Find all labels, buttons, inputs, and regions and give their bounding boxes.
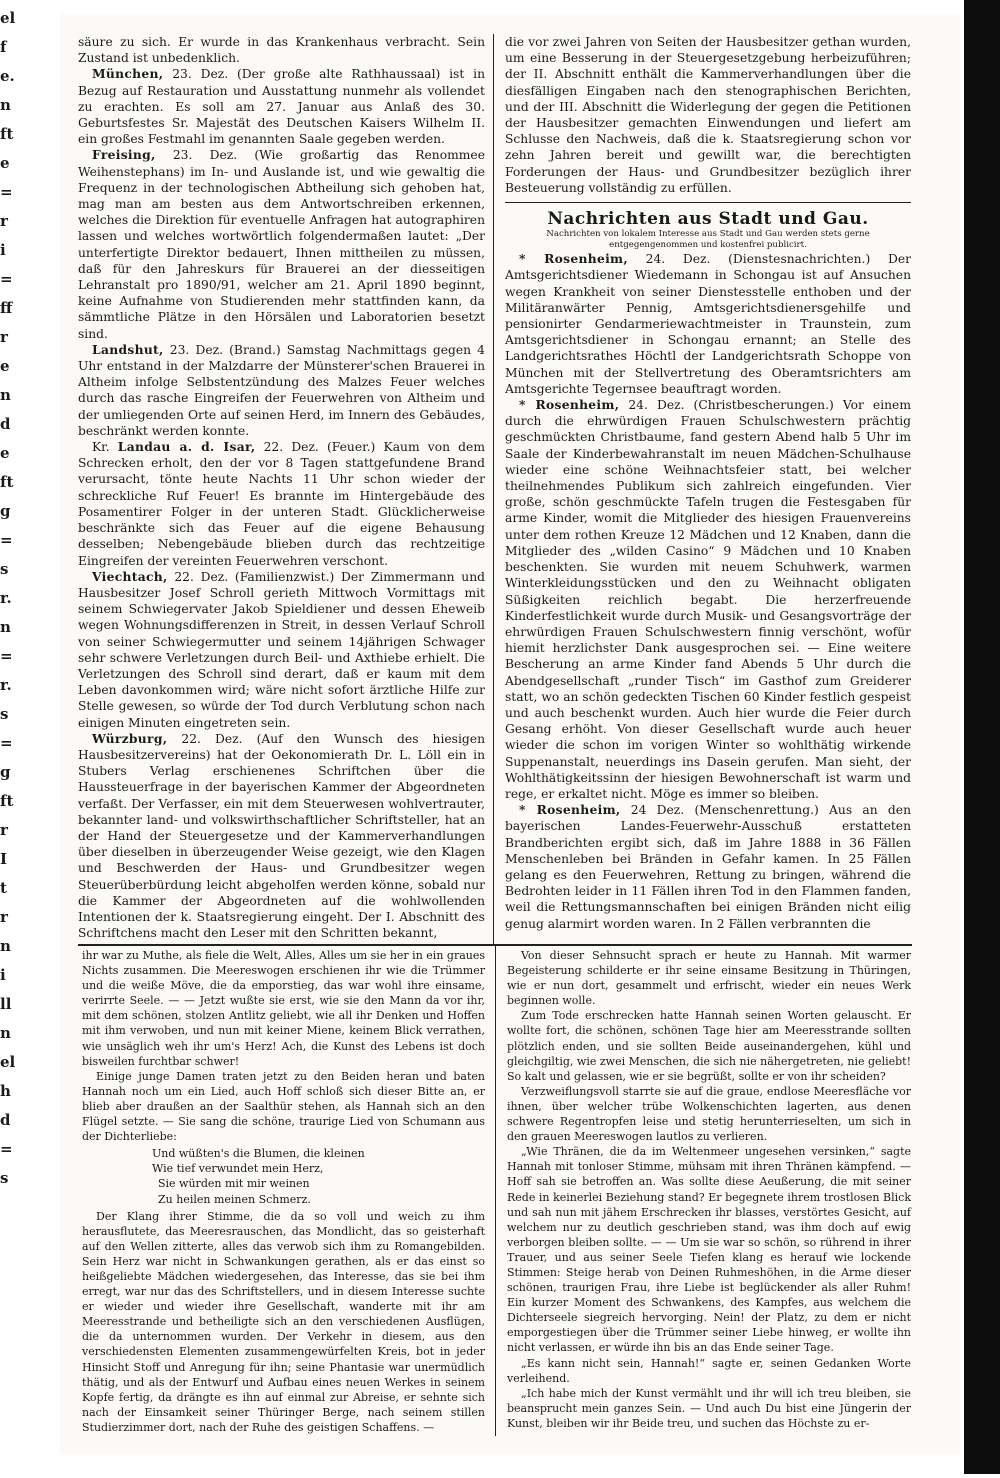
gutter-fragment: n <box>0 386 11 404</box>
feuilleton-left <box>82 948 485 1435</box>
gutter-fragment: n <box>0 618 11 636</box>
gutter-fragment: n <box>0 1024 11 1042</box>
gutter-fragment: g <box>0 763 11 781</box>
gutter-fragment: f <box>0 38 7 56</box>
article-landshut-text: 23. Dez. (Brand.) Samstag Nachmittags gegen 4 Uhr entstand in der Malzdarre der Münsterer'schen Brauerei in Altheim infolge Selbstentzündung des Malzes Feuer welches durch das rasche Eingreifen der Feuerwehren von Altheim und der umliegenden Orte auf seinen Herd, im Innern des Gebäudes, beschränkt werden konnte. <box>78 342 485 438</box>
article-rosenheim-2-text: 24. Dez. (Christbescherungen.) Vor einem durch die ehrwürdigen Frauen Schulschwestern prächtig geschmückten Christbaume, fand gestern Abend halb 5 Uhr im Saale der Kinderbewahranstalt im neuen Mädchen-Schulhause wieder eine schöne Weihnachtsfeier statt, bei welcher theilnehmendes Publikum sich zahlreich eingefunden. Vier große, schön geschmückte Tafeln trugen die Festesgaben für arme Kinder, womit die Mitglieder des hiesigen Frauenvereins unter dem rothen Kreuze 12 Mädchen und 12 Knaben, dann die Mitglieder des „wilden Casino“ 9 Mädchen und 10 Knaben beschenkten. Sie wurden mit neuem Schuhwerk, warmen Winterkleidungsstücken und den zu Weihnacht obligaten Süßigkeiten reichlich begabt. Die herzerfreuende Kinderfestlichkeit wurde durch Musik- und Gesangsvorträge der ehrwürdigen Frauen Schulschwestern finnig verschönt, wofür hiemit herzlichster Dank ausgesprochen sei. — Eine weitere Bescherung an arme Kinder fand Abends 5 Uhr durch die Abendgesellschaft „runder Tisch“ im Gasthof zum Greiderer statt, wo an schön gedeckten Tischen 60 Kinder festlich gespeist und auch beschenkt wurden. Auch hier wurde die Feier durch Gesang erhöht. Von dieser Gesellschaft wurde auch heuer wieder die schon im vorigen Winter so wohlthätig wirkende Suppenanstalt, neuerdings ins Dasein gerufen. Man sieht, der Wohlthätigkeitssinn der hiesigen Bewohnerschaft ist warm und rege, er erkaltet nicht. Möge es immer so bleiben. <box>505 398 911 801</box>
section-title: Nachrichten aus Stadt und Gau. <box>547 209 869 230</box>
poem-line: Wie tief verwundet mein Herz, <box>152 1162 324 1176</box>
feuilleton-column-divider <box>495 946 496 1436</box>
article-intro: säure zu sich. Er wurde in das Krankenhaus verbracht. Sein Zustand ist unbedenklich. <box>78 35 485 66</box>
gutter-fragment: e <box>0 154 10 172</box>
dateline-freising: Freising, <box>92 147 156 163</box>
gutter-fragment: d <box>0 1111 11 1129</box>
dateline-rosenheim-1: * Rosenheim, <box>519 251 628 267</box>
gutter-fragment: = <box>0 531 13 549</box>
column-divider <box>493 34 494 944</box>
gutter-fragment: r <box>0 821 8 839</box>
gutter-fragment: r. <box>0 676 12 694</box>
article-muenchen-text: 23. Dez. (Der große alte Rathhaussaal) ist in Bezug auf Restauration und Ausstattung nunmehr als vollendet zu erachten. Es soll am 27. Januar aus Anlaß des 30. Geburtsfestes Sr. Majestät des Deutschen Kaisers Wilhelm II. ein großes Festmahl im genannten Saale gegeben werden. <box>78 67 485 147</box>
gutter-fragment: ft <box>0 473 14 491</box>
feuilleton-right-p1: Von dieser Sehnsucht sprach er heute zu Hannah. Mit warmer Begeisterung schilderte er ihr seine einsame Besitzung in Thüringen, wie er nun dort, gesammelt und erfrischt, wieder ein neues Werk beginnen wolle. <box>507 949 911 1008</box>
feuilleton-left-p2: Einige junge Damen traten jetzt zu den Beiden heran und baten Hannah noch um ein Lied, auch Hoff schloß sich dieser Bitte an, er blieb aber draußen an der Saalthür stehen, als Hannah sich an den Flügel setzte. — Sie sang die schöne, traurige Lied von Schumann aus der Dichterliebe: <box>82 1069 485 1144</box>
feuilleton-right-p6: „Ich habe mich der Kunst vermählt und ihr will ich treu bleiben, sie beansprucht mein ganzes Sein. — Und auch Du bist eine Jüngerin der Kunst, bleiben wir ihr Beide treu, und suchen das Höchste zu er- <box>507 1386 911 1430</box>
scan-edge-black <box>964 0 1000 1474</box>
dateline-prefix: Kr. <box>92 440 110 455</box>
gutter-fragment: ft <box>0 792 14 810</box>
gutter-fragment: s <box>0 560 9 578</box>
gutter-fragment: r <box>0 212 8 230</box>
gutter-fragment: n <box>0 937 11 955</box>
gutter-fragment: t <box>0 879 7 897</box>
gutter-fragment: = <box>0 734 13 752</box>
article-landshut <box>78 342 485 439</box>
article-freising-text: 23. Dez. (Wie großartig das Renommee Weihenstephans) im In- und Auslande ist, und wie gewaltig die Frequenz in der technologischen Abtheilung sich gehoben hat, mag man am besten aus dem Antwortschreiben erkennen, welches die Direktion für eventuelle Anfragen hat autographiren lassen und welches wortwörtlich folgendermaßen lautet: „Der unterfertigte Direktor bedauert, Ihnen mittheilen zu müssen, daß für den Jahreskurs für Brauerei an der diesseitigen Lehranstalt pro 1890/91, welcher am 21. April 1890 beginnt, keine Aufnahme von Studierenden mehr stattfinden kann, da sämmtliche Plätze in den Hörsälen und Laboratorien besetzt sind. <box>78 148 485 341</box>
gutter-fragment: el <box>0 9 16 27</box>
article-freising <box>78 147 485 341</box>
dateline-viechtach: Viechtach, <box>92 568 168 584</box>
dateline-landshut: Landshut, <box>92 341 164 357</box>
gutter-fragment: r. <box>0 589 12 607</box>
feuilleton-right-p2: Zum Tode erschrecken hatte Hannah seinen Worten gelauscht. Er wollte fort, die schönen, schönen Tage hier am Meeresstrande sollten plötzlich enden, und sie sollten Beide auseinandergehen, kühl und gleichgiltig, wie zwei Menschen, die sich nie nähergetreten, nie geliebt! So kalt und gelassen, wie er sie begrüßt, sollte er von ihr scheiden? <box>507 1009 911 1083</box>
dateline-landau: Landau a. d. Isar, <box>117 439 256 455</box>
article-continuation: die vor zwei Jahren von Seiten der Hausbesitzer gethan wurden, um eine Besserung in der Steuergesetzgebung herbeizuführen; der II. Abschnitt enthält die Kammerverhandlungen über die diesfälligen Eingaben nach den stenographischen Berichten, und der III. Abschnitt die Widerlegung der gegen die Petitionen der Hausbesitzer gemachten Einwendungen und liefert am Schlusse den Nachweis, daß die k. Staatsregierung schon vor zehn Jahren bereit und gewillt war, die berechtigten Forderungen der Haus- und Grundbesitzer bezüglich ihrer Besteuerung vollständig zu erfüllen. <box>505 35 911 195</box>
article-rosenheim-3-text: 24 Dez. (Menschenrettung.) Aus an den bayerischen Landes-Feuerwehr-Ausschuß erstatteten Brandberichten ergibt sich, daß im Jahre 1888 in 36 Fällen Menschenleben bei Bränden in Gefahr kamen. In 25 Fällen gelang es den Feuerwehren, Rettung zu bringen, während die Bedrohten leider in 11 Fällen ihren Tod in den Flammen fanden, weil die Rettungsmannschaften bei einigen Bränden nicht eilig genug alarmirt worden waren. In 2 Fällen verbrannten die <box>505 803 911 931</box>
poem-line: Sie würden mit mir weinen <box>158 1177 310 1191</box>
feuilleton-left-p3: Der Klang ihrer Stimme, die da so voll und weich zu ihm herausflutete, das Meeresrauschen, das Mondlicht, das so geisterhaft auf den Wellen zitterte, alles das verwob sich ihm zu Romangebilden. Sein Herz war nicht in Schwankungen gerathen, als er das einst so heißgeliebte Mädchen wiedergesehen, das Interesse, das sie bei ihm erregt, war nur das des Schriftstellers, und in diesem Interesse suchte er wieder und wieder ihre Gesellschaft, wanderte mit ihr am Meeresstrande und betheiligte sich an den verschiedenen Ausflügen, die da unternommen wurden. Der Verkehr in diesem, aus den verschiedensten Elementen zusammengewürfelten Kreis, bot in jeder Hinsicht Stoff und Anregung für ihn; seine Phantasie war unermüdlich thätig, und als der Entwurf und Aufbau eines neuen Werkes in seinem Kopfe fertig, da drängte es ihn auf einmal zur Abreise, er sehnte sich nach der Einsamkeit seiner Thüringer Berge, nach seinem stillen Studierzimmer dort, nach der Ruhe des geistigen Schaffens. — <box>82 1209 485 1434</box>
gutter-fragment: h <box>0 1082 11 1100</box>
section-rule <box>505 202 911 203</box>
gutter-fragment: i <box>0 966 6 984</box>
dateline-wuerzburg: Würzburg, <box>92 730 168 746</box>
article-landau-text: 22. Dez. (Feuer.) Kaum von dem Schrecken erholt, den der vor 8 Tagen stattgefundene Brand verursacht, tönte heute Nachts 11 Uhr schon wieder der schreckliche Ruf Feuer! Es brannte im Hintergebäude des Posamentirer Folger in der unteren Stadt. Glücklicherweise beschränkte sich das Feuer auf die eigene Behausung desselben; Nebengebäude blieben durch das rechtzeitige Eingreifen der vereinten Feuerwehren verschont. <box>78 440 485 568</box>
gutter-fragment: ll <box>0 995 12 1013</box>
gutter-fragment: r <box>0 328 8 346</box>
poem-line: Zu heilen meinen Schmerz. <box>158 1192 311 1206</box>
feuilleton-right-p5: „Es kann nicht sein, Hannah!“ sagte er, seinen Gedanken Worte verleihend. <box>507 1356 911 1385</box>
article-landau <box>78 439 485 569</box>
gutter-fragment: e <box>0 357 10 375</box>
article-rosenheim-3 <box>505 802 911 932</box>
gutter-fragment: r <box>0 908 8 926</box>
gutter-fragment: s <box>0 705 9 723</box>
gutter-fragment: = <box>0 270 13 288</box>
article-rosenheim-2 <box>505 397 911 802</box>
feuilleton-right <box>507 948 911 1431</box>
article-rosenheim-1 <box>505 251 911 397</box>
gutter-fragment: ff <box>0 299 13 317</box>
section-subtitle: Nachrichten von lokalem Interesse aus Stadt und Gau werden stets gerne entgegengenommen und kostenfrei publicirt. <box>546 229 870 251</box>
dateline-rosenheim-2: * Rosenheim, <box>519 397 620 413</box>
gutter-fragment: I <box>0 850 8 868</box>
left-gutter-fragments <box>0 0 22 1478</box>
gutter-fragment: d <box>0 415 11 433</box>
gutter-fragment: g <box>0 502 11 520</box>
gutter-fragment: ft <box>0 125 14 143</box>
gutter-fragment: e <box>0 444 10 462</box>
gutter-fragment: el <box>0 1053 16 1071</box>
gutter-fragment: = <box>0 183 13 201</box>
article-viechtach-text: 22. Dez. (Familienzwist.) Der Zimmermann und Hausbesitzer Josef Schroll gerieth Mittwoch Vormittags mit seinem Schwiegervater Jakob Spieldiener und dessen Eheweib wegen Wohnungsdifferenzen in Streit, in dessen Verlauf Schroll von seiner Schwiegermutter und seinem 14jährigen Schwager sehr schwere Verletzungen durch Beil- und Axthiebe erhielt. Die Verletzungen des Schroll sind derart, daß er kaum mit dem Leben davonkommen wird; wäre nicht sofort ärztliche Hilfe zur Stelle gewesen, so würde der Tod durch Verblutung schon nach einigen Minuten eingetreten sein. <box>78 569 485 730</box>
article-wuerzburg-text: 22. Dez. (Auf den Wunsch des hiesigen Hausbesitzervereins) hat der Oekonomierath Dr. L. Löll ein in Stubers Verlag erschienenes Schriftchen über die Haussteuerfrage in der bayerischen Kammer der Abgeordneten verfaßt. Der Verfasser, ein mit dem Steuerwesen wohlvertrauter, bekannter land- und volkswirthschaftlicher Schriftsteller, hat an der Hand der Steuergesetze und der Kammerverhandlungen über dieselben in überzeugender Weise gezeigt, wie den Klagen und Beschwerden der Haus- und Grundbesitzer wegen Steuerüberbürdung leicht abgeholfen werden könne, sobald nur die Kammer der Abgeordneten auf die wohlwollenden Intentionen der k. Staatsregierung eingeht. Der I. Abschnitt des Schriftchens macht den Leser mit den Schritten bekannt, <box>78 731 485 941</box>
gutter-fragment: = <box>0 1140 13 1158</box>
gutter-fragment: = <box>0 647 13 665</box>
article-viechtach <box>78 569 485 731</box>
poem <box>152 1146 485 1206</box>
feuilleton-left-p1: ihr war zu Muthe, als fiele die Welt, Alles, Alles um sie her in ein graues Nichts zusammen. Die Meereswogen erschienen ihr wie die Trümmer und die weiße Möve, die da emporstieg, das war wohl ihre einsame, verirrte Seele. — — Jetzt wußte sie erst, wie sie den Mann da vor ihr, mit dem schönen, stolzen Antlitz geliebt, wie all ihr Denken und Hoffen mit ihm verwoben, und nun mit keiner Miene, keinem Blick verrathen, wie unsäglich weh ihr um's Herz! Ach, die Kunst des Lebens ist doch bisweilen furchtbar schwer! <box>82 949 485 1068</box>
column-right <box>505 34 911 932</box>
gutter-fragment: i <box>0 241 6 259</box>
dateline-muenchen: München, <box>92 66 164 82</box>
article-wuerzburg <box>78 731 485 942</box>
gutter-fragment: s <box>0 1169 9 1187</box>
poem-line: Und wüßten's die Blumen, die kleinen <box>152 1147 365 1161</box>
dateline-rosenheim-3: * Rosenheim, <box>519 802 621 818</box>
feuilleton-right-p3: Verzweiflungsvoll starrte sie auf die graue, endlose Meeresfläche vor ihnen, über welcher trübe Wolkenschichten lagerten, aus denen schwere Regentropfen leise und stetig herunterrieselten, um sich in den grauen Meereswogen lautlos zu verlieren. <box>507 1084 911 1144</box>
article-muenchen <box>78 66 485 147</box>
gutter-fragment: n <box>0 96 11 114</box>
feuilleton-right-p4: „Wie Thränen, die da im Weltenmeer ungesehen versinken,“ sagte Hannah mit tonloser Stimme, mühsam mit ihren Thränen kämpfend. — Hoff sah sie betroffen an. Was sollte diese Aeußerung, die mit seiner Rede in keinerlei Beziehung stand? Er begegnete ihrem trostlosen Blick und sah nun mit jähem Erschrecken ihr blasses, verstörtes Gesicht, auf welchem nur zu deutlich geschrieben stand, was ihm doch auf ewig verborgen bleiben sollte. — — Um sie war so schön, so rührend in ihrer Trauer, und aus seiner Seele Tiefen klang es herauf wie lockende Stimmen: Steige herab von Deinen Ruhmeshöhen, in die Arme dieser schönen, traurigen Frau, ihre Liebe ist beglückender als aller Ruhm! Ein kurzer Moment des Schwankens, des Kampfes, aus welchem die Dichterseele siegreich hervorging. Nein! der Platz, zu dem er nicht emporgestiegen über die Trümmer seiner Liebe hinweg, er wollte ihn nicht verlassen, er würde ihn bis an das Ende seiner Tage. <box>507 1145 911 1355</box>
article-rosenheim-1-text: 24. Dez. (Dienstesnachrichten.) Der Amtsgerichtsdiener Wiedemann in Schongau ist auf Ansuchen wegen Krankheit von seiner Dienstesstelle enthoben und der Militäranwärter Pennig, Amtsgerichtsdienersgehilfe und pensionirter Gendarmeriewachtmeister in Traunstein, zum Amtsgerichtsdiener in Schongau ernannt; an Stelle des Landgerichtsrathes Höchtl der Landgerichtsrath Schoppe von München mit der Stellvertretung des Oberamtsrichters am Amtsgerichte Tegernsee beauftragt worden. <box>505 252 911 396</box>
gutter-fragment: e. <box>0 67 15 85</box>
column-left <box>78 34 485 941</box>
